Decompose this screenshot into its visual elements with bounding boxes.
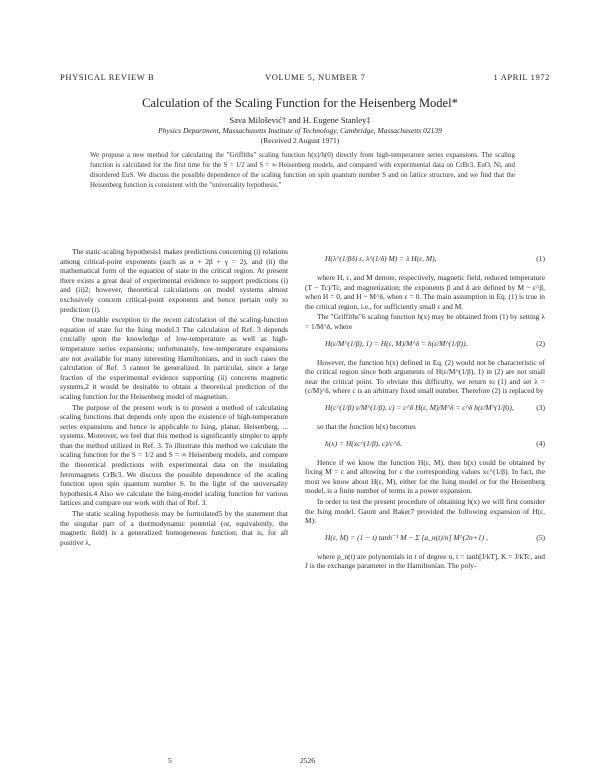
paragraph: where H, ε, and M denote, respectively, magnetic field, reduced temperature (T − Tc)/Tc, and magnetization; the exponents β and δ are defined by M ~ ε^β, when H = 0, and H ~ M^δ, when ε = 0. The main assumption in Eq. (1) is true in the critical region, i.e., for sufficiently small ε and M. xyxy=(305,273,545,311)
equation-body: H(λ^(1/βδ) ε, λ^(1/δ) M) = λ H(ε, M), xyxy=(325,254,437,263)
equation-body: h(x) = H(xc^(1/β), c)/c^δ. xyxy=(325,438,402,448)
equation-5 xyxy=(305,526,545,552)
volume-number: VOLUME 5, NUMBER 7 xyxy=(265,72,366,82)
page-code: 2526 xyxy=(300,756,315,765)
equation-number: (1) xyxy=(536,254,545,263)
equation-number: (2) xyxy=(536,338,545,348)
paper-authors: Sava Milošević† and H. Eugene Stanley‡ xyxy=(229,115,371,125)
issue-date: 1 APRIL 1972 xyxy=(493,72,550,82)
right-column xyxy=(305,247,545,571)
equation-4 xyxy=(305,432,545,458)
page-number: 5 xyxy=(168,756,172,765)
author-affiliation: Physics Department, Massachusetts Institute of Technology, Cambridge, Massachusetts 02139 xyxy=(158,126,442,135)
journal-name: PHYSICAL REVIEW B xyxy=(60,72,155,82)
abstract: We propose a new method for calculating the "Griffiths" scaling function h(x)/h(0) directly from high-temperature series expansions. The scaling function is calculated for the first time for the S = 1/2 and S = ∞ Heisenberg models, and compared with experimental data on CrBr3, EuO, Ni, and disordered EuS. We discuss the possible dependence of the scaling function on spin quantum number S and on lattice structure, and we find that the Heisenberg function is consistent with the "universality hypothesis." xyxy=(90,151,515,189)
equation-2 xyxy=(305,332,545,358)
equation-3 xyxy=(305,396,545,422)
paragraph: Hence if we know the function H(ε, M), then h(x) could be obtained by fixing M = c and allowing for ε the corresponding values xc^(1/β). In fact, the most we know about H(ε, M), either for the Ising model or for the Heisenberg model, is a finite number of terms in a power expansion. xyxy=(305,457,545,496)
paragraph: The static scaling hypothesis may be formulated5 by the statement that the singular part of a thermodynamic potential (or, equivalently, the magnetic field) is a generalized homogeneous function; that is, for all positive λ, xyxy=(60,509,288,547)
paragraph: The "Griffiths"6 scaling function h(x) may be obtained from (1) by setting λ = 1/M^δ, where xyxy=(305,312,545,331)
equation-number: (3) xyxy=(536,402,545,412)
equation-body: H(ε, M) = (1 − t) tanh⁻¹ M − Σ [a_n(t)/n] M^(2n+1) , xyxy=(325,532,488,542)
paragraph: where p_n(t) are polynomials in t of degree n, t = tanh[J/kT], K = J/kTc, and J is the exchange parameter in the Hamiltonian. The poly- xyxy=(305,551,545,571)
equation-body: H(c^(1/β) ε/M^(1/β), c) = c^δ H(ε, M)/M^δ = c^δ h(ε/M^(1/β)), xyxy=(325,402,514,412)
received-date: (Received 2 August 1971) xyxy=(260,136,340,145)
paragraph: so that the function h(x) becomes xyxy=(317,421,416,431)
paragraph: One notable exception to the recent calculation of the scaling-function equation of state for the Ising model.3 The calculation of Ref. 3 depends crucially upon the knowledge of low-temperature as well as high-temperature series expansions; unfortunately, low-temperature expansions are not available for many interesting Hamiltonians, and in such cases the calculation of Ref. 3 cannot be generalized. In particular, since a large fraction of the experimental evidence supporting (ii) concerns magnetic systems,2 it would be desirable to obtain a theoretical prediction of the scaling function for the Heisenberg model of magnetism. xyxy=(60,315,288,401)
paragraph: In order to test the present procedure of obtaining h(x) we will first consider the Ising model. Gaunt and Baker7 provided the following expansion of H(ε, M): xyxy=(305,496,545,526)
paper-title: Calculation of the Scaling Function for the Heisenberg Model* xyxy=(142,96,458,110)
paragraph: The static-scaling hypothesis1 makes predictions concerning (i) relations among critical-point exponents (such as α + 2β + γ = 2), and (ii) the mathematical form of the equation of state in the critical region. At present there exists a great deal of experimental evidence to support predictions (i) and (ii)2; however, theoretical calculations on model systems almost exclusively concern critical-point exponents and hence pertain only to prediction (i). xyxy=(60,247,288,314)
paragraph: The purpose of the present work is to present a method of calculating scaling functions that depends only upon the existence of high-temperature series expansions and hence is applicable to Ising, planar, Heisenberg, ... systems. Moreover, we feel that this method is significantly simpler to apply than the method utilized in Ref. 3. To illustrate this method we calculate the scaling function for the S = 1/2 and S = ∞ Heisenberg models, and compare the theoretical predictions with experimental data on the insulating ferromagnets CrBr3. We discuss the possible dependence of the scaling function upon spin quantum number S. In the light of the universality hypothesis.4 Also we calculate the Ising-model scaling function for various lattices and compare our work with that of Ref. 3. xyxy=(60,402,288,508)
equation-1 xyxy=(305,247,545,273)
equation-number: (5) xyxy=(536,532,545,542)
left-column xyxy=(60,247,288,547)
equation-body: H(ε/M^(1/β), 1) = H(ε, M)/M^δ = h(ε/M^(1/β)). xyxy=(325,338,468,348)
running-header xyxy=(60,72,550,84)
paragraph: However, the function h(x) defined in Eq. (2) would not be characteristic of the critical region since both arguments of H(ε/M^(1/β), 1) in (2) are not small near the critical point. To obviate this difficulty, we return to (1) and set λ = (c/M)^δ, where c is an arbitrary fixed small number. Therefore (2) is replaced by xyxy=(305,357,545,396)
equation-number: (4) xyxy=(536,438,545,448)
